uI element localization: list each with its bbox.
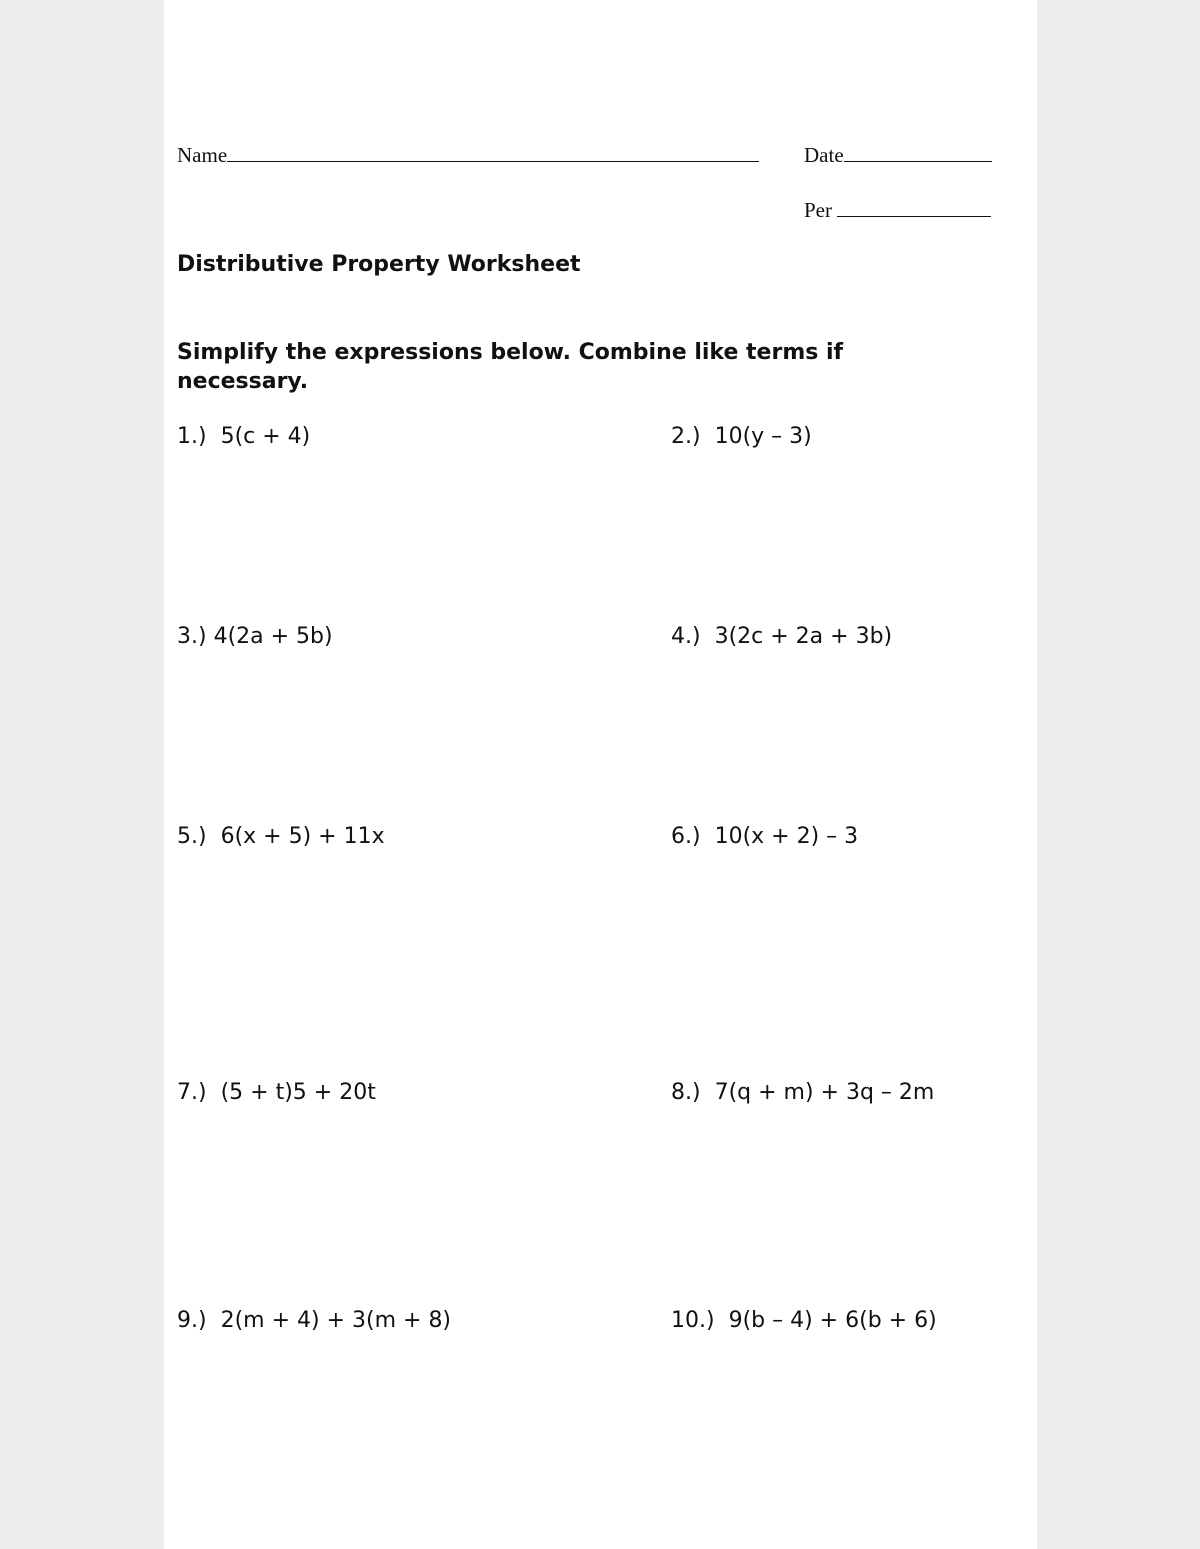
problem-2 [671,424,812,449]
problem-number: 10.) [671,1308,715,1333]
name-blank[interactable] [227,143,759,162]
problem-expression: 7(q + m) + 3q – 2m [714,1080,935,1105]
problem-number: 7.) [177,1080,207,1105]
problem-number: 4.) [671,624,701,649]
problem-expression: 3(2c + 2a + 3b) [714,624,893,649]
problem-expression: 5(c + 4) [220,424,311,449]
instructions: Simplify the expressions below. Combine like terms if necessary. [177,340,844,394]
problem-expression: 9(b – 4) + 6(b + 6) [728,1308,937,1333]
worksheet-title: Distributive Property Worksheet [177,252,581,277]
problem-expression: 4(2a + 5b) [213,624,333,649]
per-label: Per [804,198,832,222]
problem-7 [177,1080,376,1105]
problem-5 [177,824,385,849]
problem-number: 9.) [177,1308,207,1333]
problem-10 [671,1308,937,1333]
problem-number: 3.) [177,624,207,649]
per-blank[interactable] [837,198,991,217]
problem-expression: 10(y – 3) [714,424,812,449]
problem-expression: 10(x + 2) – 3 [714,824,859,849]
problem-6 [671,824,858,849]
problem-4 [671,624,892,649]
problem-9 [177,1308,451,1333]
problem-8 [671,1080,934,1105]
problem-expression: 2(m + 4) + 3(m + 8) [220,1308,452,1333]
problem-expression: (5 + t)5 + 20t [220,1080,376,1105]
date-label: Date [804,143,844,167]
problem-number: 6.) [671,824,701,849]
problem-number: 2.) [671,424,701,449]
problem-number: 5.) [177,824,207,849]
problem-number: 8.) [671,1080,701,1105]
date-blank[interactable] [844,143,992,162]
problem-3 [177,624,333,649]
name-line [177,143,759,168]
per-line [804,198,991,223]
date-line [804,143,992,168]
problem-number: 1.) [177,424,207,449]
problem-expression: 6(x + 5) + 11x [220,824,385,849]
name-label: Name [177,143,228,167]
problem-1 [177,424,310,449]
